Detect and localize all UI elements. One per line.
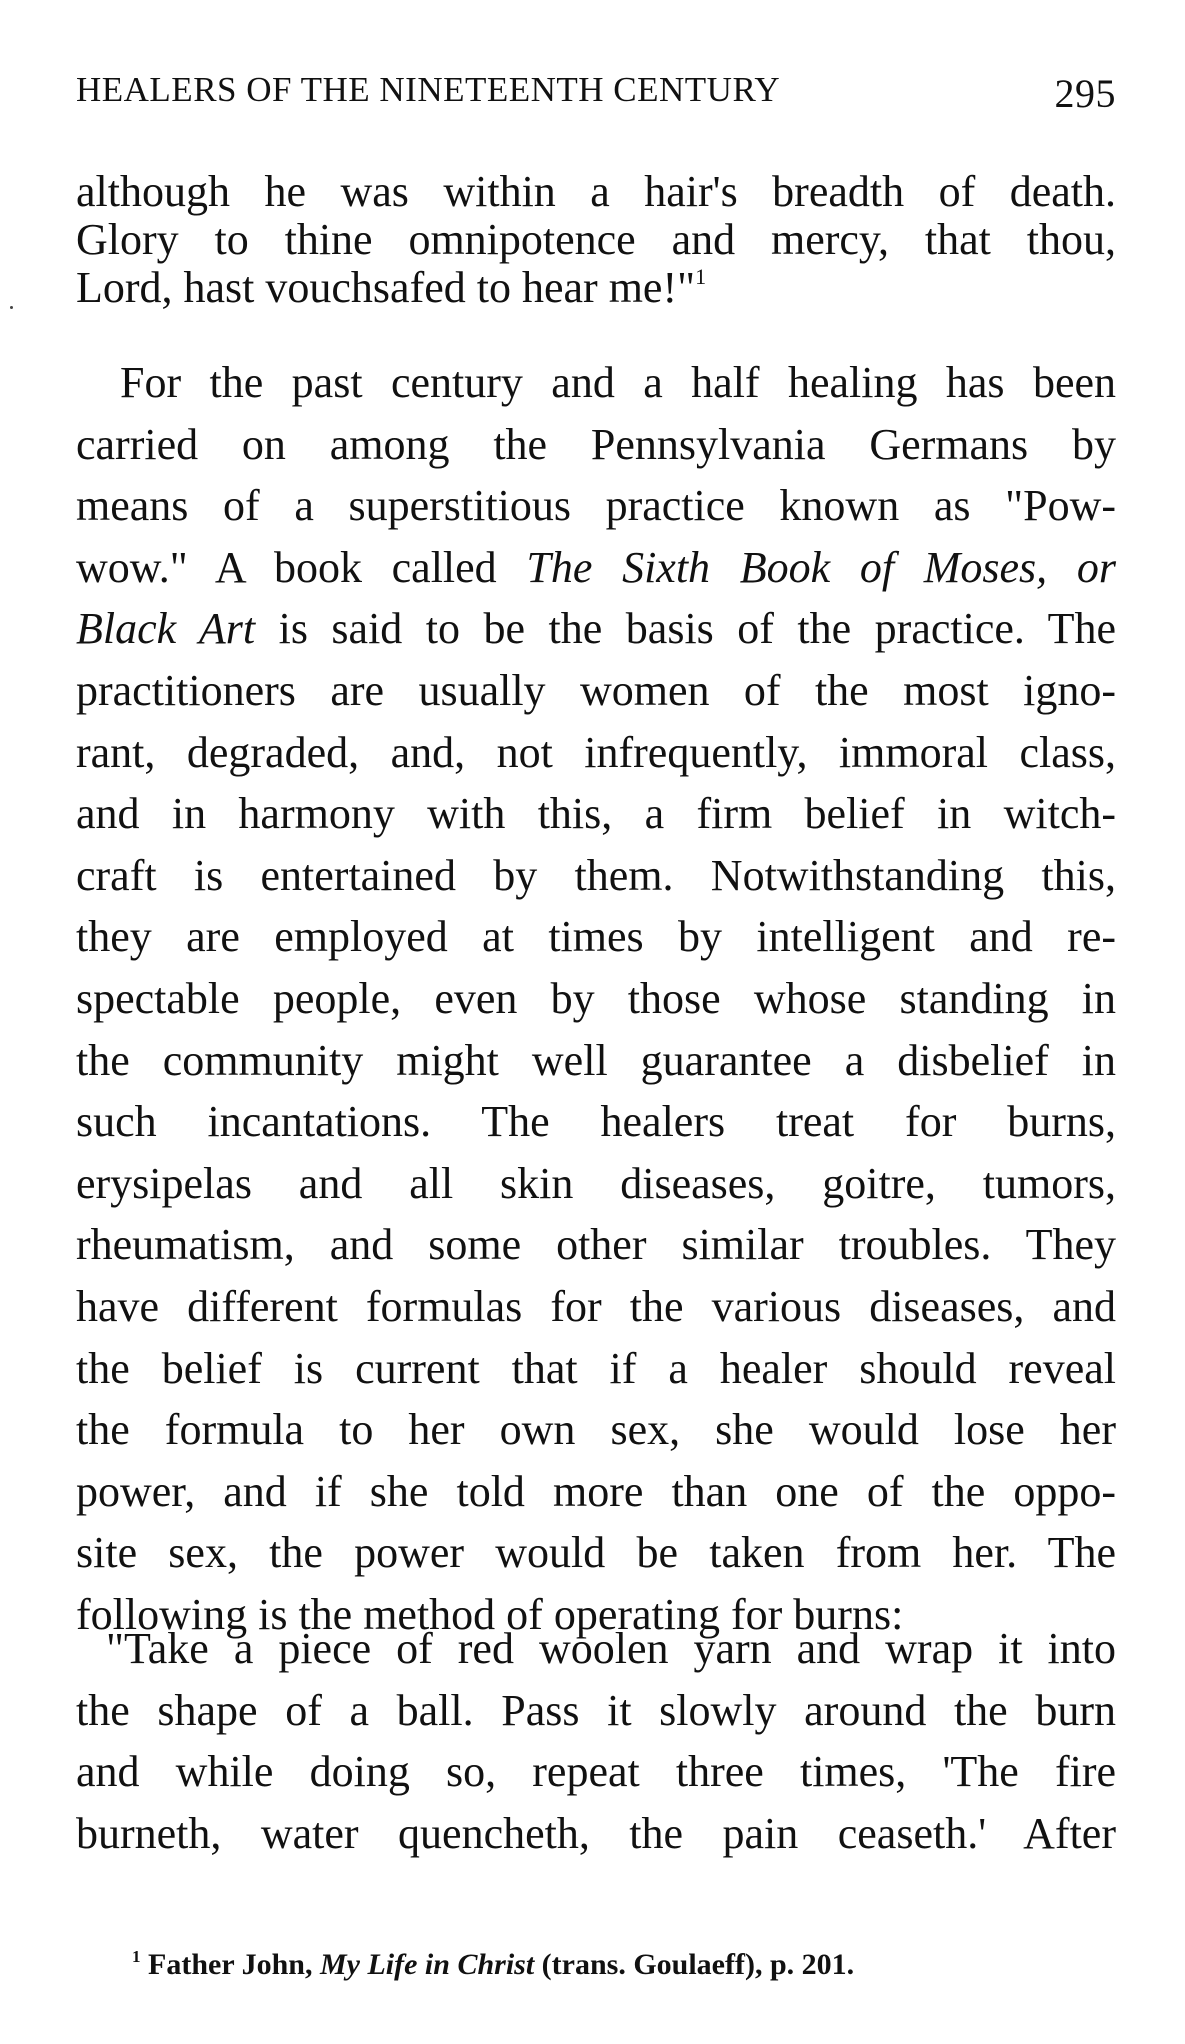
text-line: burneth, water quencheth, the pain ceaseth.' After — [76, 1808, 1116, 1858]
paragraph-quotation — [76, 1618, 1116, 1864]
text-line: have different formulas for the various diseases, and — [76, 1281, 1116, 1331]
text-line: carried on among the Pennsylvania Germans by — [76, 419, 1116, 469]
text-line: the shape of a ball. Pass it slowly around the burn — [76, 1685, 1116, 1735]
text-line: although he was within a hair's breadth of death. — [76, 167, 1116, 216]
text-line: and while doing so, repeat three times, 'The fire — [76, 1747, 1116, 1797]
text-line: power, and if she told more than one of the oppo- — [76, 1466, 1116, 1516]
text-line: site sex, the power would be taken from her. The — [76, 1528, 1116, 1578]
book-title-continued: Black Art — [76, 604, 256, 654]
text-line — [76, 537, 1116, 599]
footnote — [132, 1948, 1112, 1982]
text-line: "Take a piece of red woolen yarn and wrap it into — [106, 1624, 1116, 1673]
stray-mark — [10, 306, 13, 309]
text-line: Glory to thine omnipotence and mercy, that thou, — [76, 215, 1116, 264]
footnote-title: My Life in Christ — [319, 1948, 535, 1981]
text-line-content: wow." A book called — [76, 542, 527, 592]
text-line — [76, 598, 1116, 660]
text-line: erysipelas and all skin diseases, goitre, tumors, — [76, 1158, 1116, 1208]
text-line-content: Lord, hast vouchsafed to hear me!" — [76, 263, 696, 312]
paragraph-continued — [76, 168, 1116, 312]
footnote-reference: 1 — [695, 264, 707, 289]
text-line: the belief is current that if a healer should reveal — [76, 1343, 1116, 1393]
footnote-citation: (trans. Goulaeff), p. 201. — [541, 1948, 855, 1981]
text-line: and in harmony with this, a firm belief in witch- — [76, 789, 1116, 839]
text-line: following is the method of operating for burns: — [76, 1589, 904, 1639]
text-line: rant, degraded, and, not infrequently, immoral class, — [76, 727, 1116, 777]
text-line: craft is entertained by them. Notwithstanding this, — [76, 850, 1116, 900]
text-line: the community might well guarantee a disbelief in — [76, 1035, 1116, 1085]
book-title: The Sixth Book of Moses, or — [526, 542, 1116, 592]
text-line: rheumatism, and some other similar troubles. They — [76, 1220, 1116, 1270]
paragraph-powwow — [76, 352, 1116, 1645]
footnote-marker: 1 — [132, 1947, 141, 1966]
text-line: practitioners are usually women of the most igno- — [76, 665, 1116, 715]
book-page — [76, 0, 1116, 2044]
text-line: they are employed at times by intelligent and re- — [76, 912, 1116, 962]
text-line-content: is said to be the basis of the practice. The — [255, 604, 1117, 654]
page-number: 295 — [1054, 71, 1116, 116]
text-line: such incantations. The healers treat for burns, — [76, 1097, 1116, 1147]
page-header — [76, 70, 1116, 118]
text-line: For the past century and a half healing has been — [120, 358, 1116, 407]
running-title: HEALERS OF THE NINETEENTH CENTURY — [76, 70, 781, 109]
footnote-author: Father John, — [148, 1948, 313, 1981]
text-line: the formula to her own sex, she would lose her — [76, 1405, 1116, 1455]
text-line: spectable people, even by those whose standing in — [76, 973, 1116, 1023]
text-line — [76, 264, 1116, 312]
text-line: means of a superstitious practice known as "Pow- — [76, 481, 1116, 531]
